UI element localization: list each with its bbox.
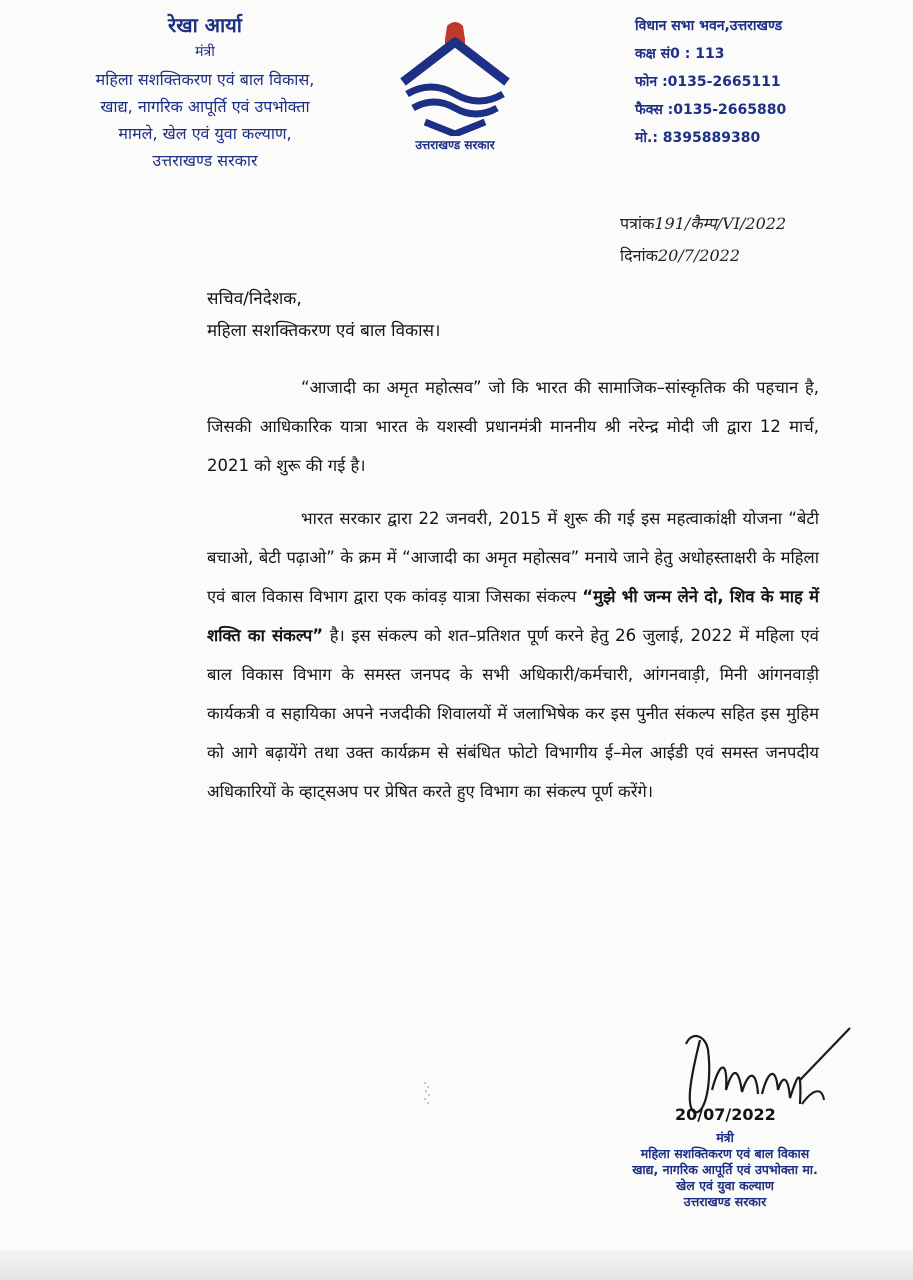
letter-body <box>207 368 819 825</box>
body-text: भारत सरकार द्वारा 22 जनवरी, 2015 में शुरू की गई इस महत्वाकांक्षी योजना “बेटी बचाओ, बेटी पढ़ाओ” के क्रम में “आजादी का अमृत महोत्सव” मनाये जाने हेतु अधोहस्ताक्षरी के महिला एवं बाल विकास विभाग द्वारा एक कांवड़ यात्रा जिसका संकल्प <box>207 509 819 606</box>
contact-phone: फोन :0135-2665111 <box>635 74 781 90</box>
emblem-caption: उत्तराखण्ड सरकार <box>415 138 495 152</box>
uttarakhand-emblem <box>395 18 515 158</box>
official-stamp <box>585 1130 865 1210</box>
letterhead-contact-block <box>635 12 895 152</box>
body-paragraph-1: “आजादी का अमृत महोत्सव” जो कि भारत की सामाजिक–सांस्कृतिक की पहचान है, जिसकी आधिकारिक यात्रा भारत के यशस्वी प्रधानमंत्री माननीय श्री नरेन्द्र मोदी जी द्वारा 12 मार्च, 2021 को शुरू की गई है। <box>207 378 819 475</box>
scan-bottom-edge <box>0 1250 913 1280</box>
stamp-line: खेल एवं युवा कल्याण <box>676 1178 774 1193</box>
department-line: उत्तराखण्ड सरकार <box>152 151 258 170</box>
body-text: है। इस संकल्प को शत–प्रतिशत पूर्ण करने हेतु 26 जुलाई, 2022 में महिला एवं बाल विकास विभाग के समस्त जनपद के सभी अधिकारी/कर्मचारी, आंगनवाड़ी, मिनी आंगनवाड़ी कार्यकत्री व सहायिका अपने नजदीकी शिवालयों में जलाभिषेक कर इस पुनीत संकल्प सहित इस मुहिम को आगे बढ़ायेंगे तथा उक्त कार्यक्रम से संबंधित फोटो विभागीय ई–मेल आईडी एवं समस्त जनपदीय अधिकारियों के व्हाट्सअप पर प्रेषित करते हुए विभाग का संकल्प पूर्ण करेंगे। <box>207 626 819 801</box>
body-paragraph-2 <box>207 499 819 811</box>
contact-address: विधान सभा भवन,उत्तराखण्ड <box>635 18 783 34</box>
letter-date-value: 20/7/2022 <box>657 246 740 265</box>
letter-number-label: पत्रांक <box>620 214 655 233</box>
department-line: खाद्य, नागरिक आपूर्ति एवं उपभोक्ता <box>100 97 310 116</box>
stamp-line: खाद्य, नागरिक आपूर्ति एवं उपभोक्ता मा. <box>632 1162 818 1177</box>
minister-designation: मंत्री <box>195 44 215 60</box>
contact-room: कक्ष सं0 : 113 <box>635 46 725 62</box>
letter-number-value: 191/कैम्प/VI/2022 <box>654 214 787 233</box>
contact-mobile: मो.: 8395889380 <box>635 130 761 146</box>
pledge-text: “मुझे भी जन्म लेने दो, शिव के माह में शक्ति का संकल्प” <box>207 587 819 645</box>
letterhead-minister-block <box>40 12 370 174</box>
stamp-line: मंत्री <box>716 1130 734 1145</box>
addressee-line: सचिव/निदेशक, <box>207 289 302 309</box>
addressee-block <box>207 283 707 347</box>
stamp-line: उत्तराखण्ड सरकार <box>683 1194 767 1209</box>
letter-number <box>620 208 880 240</box>
minister-name: रेखा आर्या <box>168 13 242 37</box>
addressee-line: महिला सशक्तिकरण एवं बाल विकास। <box>207 321 441 341</box>
contact-fax: फैक्स :0135-2665880 <box>635 102 787 118</box>
emblem-logo-icon <box>395 18 515 136</box>
letter-date <box>620 240 880 272</box>
signature-date: 20/07/2022 <box>675 1105 776 1124</box>
letter-date-label: दिनांक <box>620 246 658 265</box>
reference-block <box>620 208 880 272</box>
scan-speck-icon <box>422 1080 432 1110</box>
department-line: मामले, खेल एवं युवा कल्याण, <box>118 124 292 143</box>
stamp-line: महिला सशक्तिकरण एवं बाल विकास <box>640 1146 810 1161</box>
department-line: महिला सशक्तिकरण एवं बाल विकास, <box>95 70 315 89</box>
